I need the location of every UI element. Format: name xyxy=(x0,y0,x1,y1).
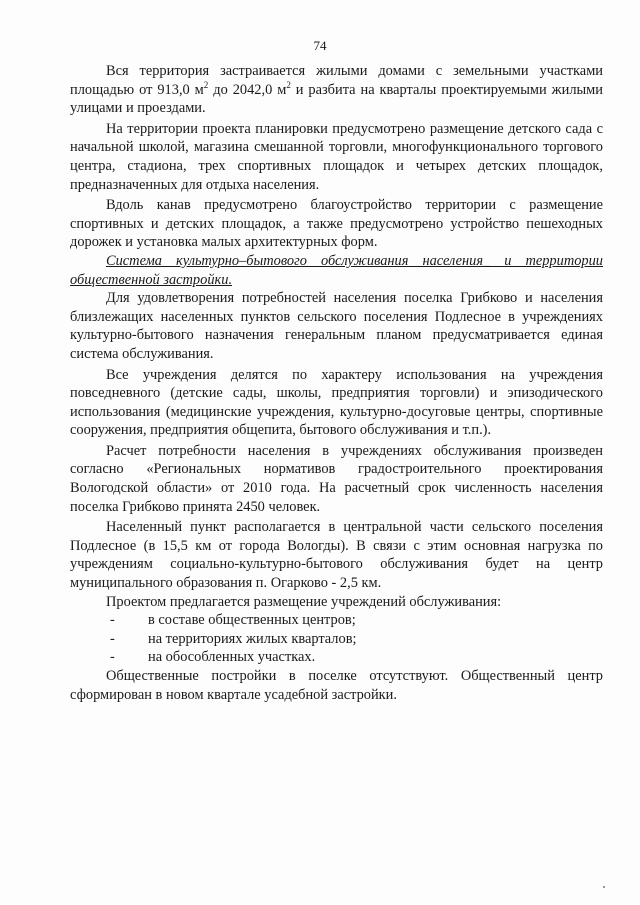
paragraph-territory-text-1: Вся территория застраивается жилыми домами с земельными участками площадью от 913,0 м xyxy=(70,63,603,98)
scan-speck xyxy=(603,886,605,888)
list-item xyxy=(70,630,603,649)
paragraph-location: Населенный пункт располагается в центральной части сельского поселения Подлесное (в 15,5 км от города Вологды). В связи с этим основная нагрузка по учреждениям социально-культурно-бытового обслуживания будет на центр муниципального образования п. Огарково - 2,5 км. xyxy=(70,519,603,592)
paragraph-territory xyxy=(70,62,603,118)
superscript-2: 2 xyxy=(286,79,291,90)
list-item xyxy=(70,648,603,667)
paragraph-public-buildings: Общественные постройки в поселке отсутствуют. Общественный центр сформирован в новом квартале усадебной застройки. xyxy=(70,668,603,703)
list-item-text: на территориях жилых кварталов; xyxy=(148,630,357,647)
list-dash: - xyxy=(110,649,115,666)
paragraph-institutions: Все учреждения делятся по характеру использования на учреждения повседневного (детские сады, школы, предприятия торговли) и эпизодического использования (медицинские учреждения, культурно-досуговые центры, спортивные сооружения, предприятия общепита, бытового обслуживания и т.п.). xyxy=(70,366,603,439)
paragraph-ditches: Вдоль канав предусмотрено благоустройство территории с размещение спортивных и детских площадок, а также предусмотрено устройство пешеходных дорожек и установка малых архитектурных форм. xyxy=(70,197,603,251)
list-item-text: на обособленных участках. xyxy=(148,649,316,666)
document-body xyxy=(70,62,603,704)
paragraph-needs: Для удовлетворения потребностей населения поселка Грибково и населения близлежащих населенных пунктов сельского поселения Подлесное в учреждениях культурно-бытового назначения генеральным планом предусматривается единая система обслуживания. xyxy=(70,290,603,362)
placement-list xyxy=(70,611,603,667)
list-dash: - xyxy=(110,630,115,647)
paragraph-planning: На территории проекта планировки предусмотрено размещение детского сада с начальной школой, магазина смешанной торговли, многофункционального торгового центра, стадиона, трех спортивных площадок и четырех детских площадок, предназначенных для отдыха населения. xyxy=(70,120,603,193)
paragraph-calculation: Расчет потребности населения в учреждениях обслуживания произведен согласно «Региональных нормативов градостроительного проектирования Вологодской области» от 2010 года. На расчетный срок численность населения поселка Грибково принята 2450 человек. xyxy=(70,442,603,515)
page-number: 74 xyxy=(313,38,327,53)
paragraph-territory-text-3: и разбита на кварталы проектируемыми жилыми улицами и проездами. xyxy=(70,81,603,117)
superscript-2: 2 xyxy=(203,79,209,90)
paragraph-proposal: Проектом предлагается размещение учреждений обслуживания: xyxy=(106,593,502,610)
paragraph-territory-text-2: до 2042,0 м xyxy=(208,81,287,98)
list-dash: - xyxy=(110,612,115,629)
list-item-text: в составе общественных центров; xyxy=(148,612,356,629)
list-item xyxy=(70,611,603,630)
section-title: Система культурно–бытового обслуживания населения_ и территории общественной застройки. xyxy=(70,252,603,288)
